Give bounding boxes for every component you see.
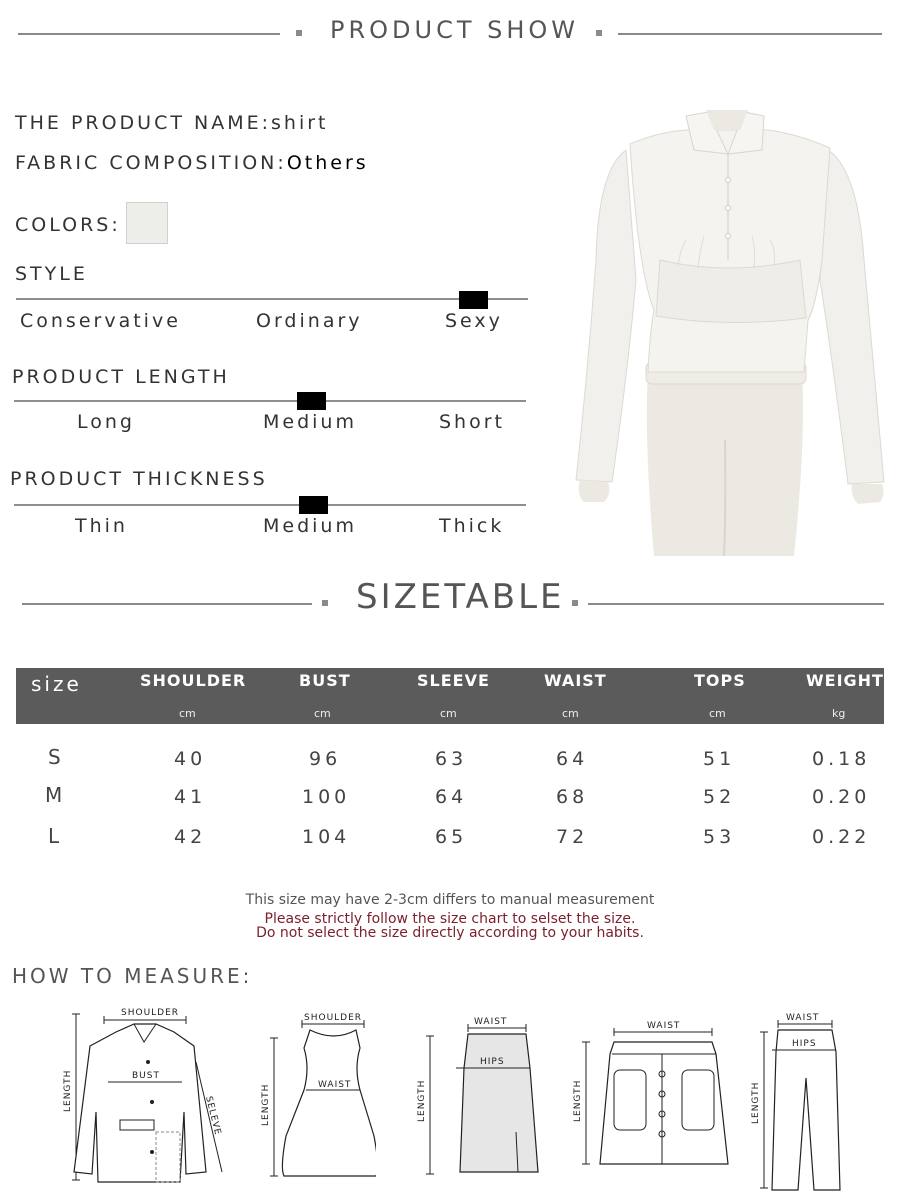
cell-shoulder-s: 40 <box>174 748 207 770</box>
style-option-ordinary: Ordinary <box>256 310 363 332</box>
length-option-long: Long <box>77 411 135 433</box>
skirt-length-label: LENGTH <box>417 1079 427 1122</box>
dress-diagram <box>256 1008 376 1188</box>
header-dot-left <box>296 30 302 36</box>
header-dot-right <box>596 30 602 36</box>
cell-waist-s: 64 <box>556 748 589 770</box>
cell-bust-m: 100 <box>302 786 351 808</box>
jacket-sleeve-label: SELEVE <box>203 1095 223 1137</box>
jacket-bust-label: BUST <box>132 1071 160 1081</box>
note-warning-2: Do not select the size directly according to your habits. <box>256 925 644 941</box>
dress-waist-label: WAIST <box>318 1080 352 1090</box>
header-rule-right <box>618 33 882 35</box>
thickness-scale-line <box>14 504 526 506</box>
fabric-label: FABRIC COMPOSITION: <box>15 152 287 174</box>
cell-size-l: L <box>48 824 64 848</box>
cell-waist-m: 68 <box>556 786 589 808</box>
cell-waist-l: 72 <box>556 826 589 848</box>
cell-bust-s: 96 <box>309 748 342 770</box>
cell-weight-l: 0.22 <box>812 826 871 848</box>
col-weight: WEIGHT <box>806 671 884 690</box>
header-rule-left <box>18 33 280 35</box>
col-size: size <box>31 672 82 696</box>
cell-weight-s: 0.18 <box>812 748 871 770</box>
col-waist-unit: cm <box>562 707 579 720</box>
pants-diagram <box>748 1008 860 1196</box>
how-to-measure-title: HOW TO MEASURE: <box>12 964 253 988</box>
col-tops: TOPS <box>694 671 746 690</box>
dress-length-label: LENGTH <box>261 1083 271 1126</box>
pants-hips-label: HIPS <box>792 1039 817 1049</box>
col-waist: WAIST <box>544 671 607 690</box>
pants-length-label: LENGTH <box>751 1081 761 1124</box>
jacket-length-label: LENGTH <box>63 1069 73 1112</box>
product-name-label: THE PRODUCT NAME: <box>15 112 272 134</box>
cell-tops-s: 51 <box>703 748 736 770</box>
thickness-title: PRODUCT THICKNESS <box>10 468 268 490</box>
dress-shoulder-label: SHOULDER <box>304 1013 363 1023</box>
skirt-waist-label: WAIST <box>474 1017 508 1027</box>
length-marker <box>297 392 326 410</box>
length-scale-line <box>14 400 526 402</box>
sizetable-title: SIZETABLE <box>356 577 565 617</box>
skirt-hips-label: HIPS <box>480 1057 505 1067</box>
shorts-diagram <box>570 1014 740 1170</box>
cell-weight-m: 0.20 <box>812 786 871 808</box>
col-tops-unit: cm <box>709 707 726 720</box>
col-shoulder-unit: cm <box>179 707 196 720</box>
style-option-conservative: Conservative <box>20 310 181 332</box>
col-bust-unit: cm <box>314 707 331 720</box>
thickness-option-medium: Medium <box>263 515 357 537</box>
cell-size-s: S <box>48 745 65 769</box>
cell-shoulder-l: 42 <box>174 826 207 848</box>
col-bust: BUST <box>299 671 351 690</box>
pants-waist-label: WAIST <box>786 1013 820 1023</box>
col-shoulder: SHOULDER <box>140 671 247 690</box>
fabric-row <box>15 152 369 174</box>
product-name-value: shirt <box>271 112 329 134</box>
cell-sleeve-m: 64 <box>435 786 468 808</box>
shorts-waist-label: WAIST <box>647 1021 681 1031</box>
sizetable-rule-left <box>22 603 312 605</box>
product-photo <box>568 110 888 556</box>
cell-tops-m: 52 <box>703 786 736 808</box>
sizetable-rule-right <box>588 603 884 605</box>
product-name-row <box>15 112 329 134</box>
cell-sleeve-s: 63 <box>435 748 468 770</box>
thickness-option-thin: Thin <box>75 515 128 537</box>
fabric-value: Others <box>286 152 369 174</box>
note-warning-1: Please strictly follow the size chart to selset the size. <box>264 911 636 927</box>
style-scale-line <box>16 298 528 300</box>
page-title: PRODUCT SHOW <box>330 16 580 44</box>
style-marker <box>459 291 488 309</box>
style-option-sexy: Sexy <box>445 310 503 332</box>
col-sleeve-unit: cm <box>440 707 457 720</box>
thickness-option-thick: Thick <box>439 515 505 537</box>
length-title: PRODUCT LENGTH <box>12 366 230 388</box>
cell-bust-l: 104 <box>302 826 351 848</box>
col-weight-unit: kg <box>832 707 846 720</box>
length-option-short: Short <box>439 411 505 433</box>
cell-sleeve-l: 65 <box>435 826 468 848</box>
colors-label: COLORS: <box>15 214 121 236</box>
jacket-diagram <box>56 1002 236 1194</box>
thickness-marker <box>299 496 328 514</box>
color-swatch[interactable] <box>126 202 168 244</box>
col-sleeve: SLEEVE <box>417 671 490 690</box>
jacket-shoulder-label: SHOULDER <box>121 1008 180 1018</box>
sizetable-dot-right <box>572 600 578 606</box>
shorts-length-label: LENGTH <box>573 1079 583 1122</box>
length-option-medium: Medium <box>263 411 357 433</box>
cell-size-m: M <box>45 783 67 807</box>
note-measurement: This size may have 2-3cm differs to manual measurement <box>245 892 655 908</box>
skirt-diagram <box>412 1012 542 1188</box>
sizetable-dot-left <box>322 600 328 606</box>
style-title: STYLE <box>15 263 88 285</box>
cell-tops-l: 53 <box>703 826 736 848</box>
cell-shoulder-m: 41 <box>174 786 207 808</box>
